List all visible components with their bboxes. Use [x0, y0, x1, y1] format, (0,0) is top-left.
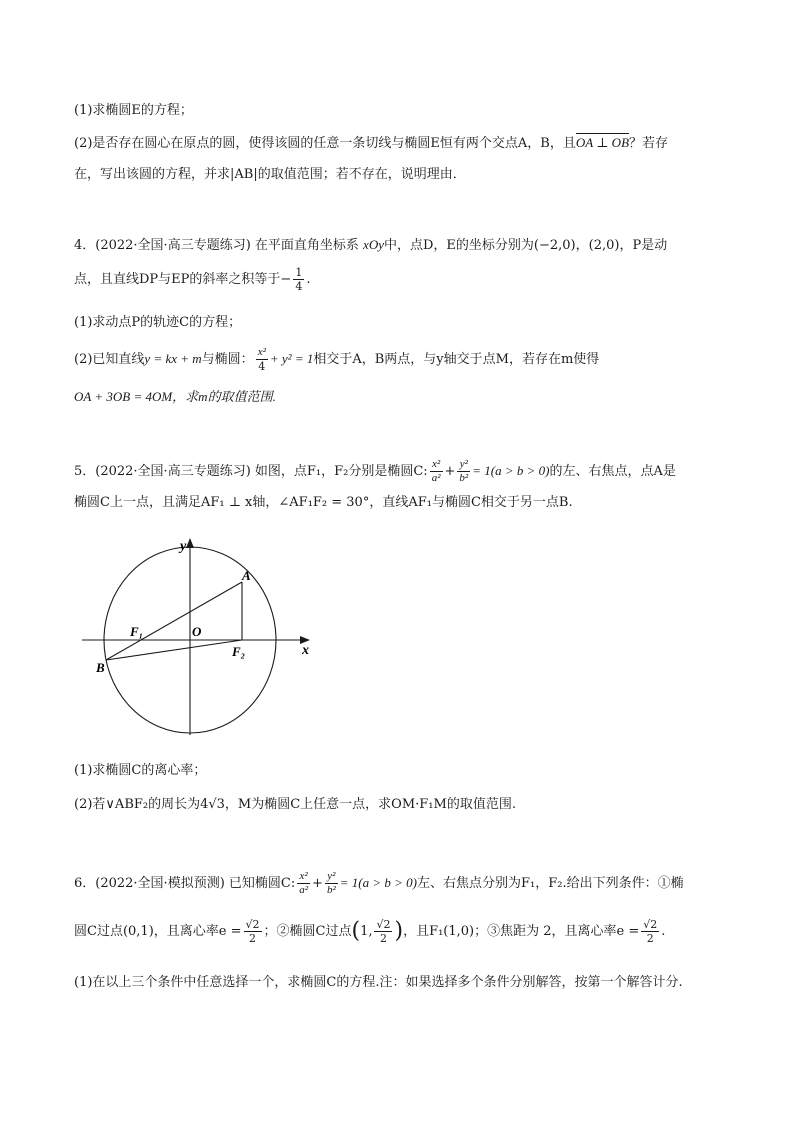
ellipse-figure	[74, 530, 324, 745]
q6-ecc1-den: 2	[249, 932, 256, 945]
q4-part2-mid: 与椭圆：	[201, 352, 254, 367]
q6-point2-num: √2	[376, 918, 391, 931]
q6-part1-text: (1)在以上三个条件中任意选择一个，求椭圆C的方程.注：如果选择多个条件分别解答，按第一个解答计分.	[74, 975, 683, 990]
q4-header-text: 4．(2022·全国·高三专题练习) 在平面直角坐标系	[74, 238, 359, 253]
label-F1: F₁	[130, 624, 144, 639]
q6-line2-d: ，且F₁(1,0)；③焦距为 2，且离心率e =	[403, 924, 640, 939]
q4-line2-end: .	[306, 272, 311, 287]
q5-frac2-num: y²	[457, 458, 470, 472]
q3-part2-line2-text: 在，写出该圆的方程，并求|AB|的取值范围；若不存在，说明理由．	[74, 167, 466, 182]
q6-line2-b: ，且离心率e =	[153, 924, 242, 939]
q4-frac-den: 4	[295, 280, 303, 293]
q6-line2-c: ；②椭圆C过点	[263, 924, 352, 939]
label-A: A	[242, 568, 251, 583]
q3-part2-text: (2)是否存在圆心在原点的圆，使得该圆的任意一条切线与椭圆E恒有两个交点A，B，且	[74, 136, 576, 151]
q5-line2-text: 椭圆C上一点，且满足AF₁ ⊥ x轴，∠AF₁F₂ = 30°，直线AF₁与椭圆C相交于另一点B.	[74, 495, 573, 510]
q3-part2-line1	[74, 134, 668, 153]
q4-ellipse-num: x²	[257, 346, 266, 358]
q5-header: 5．(2022·全国·高三专题练习) 如图，点F₁，F₂分别是椭圆C: $\frac{\text{x²}}{\text{a²}}$ + $\frac{\text{y²}}{\text{b²}}$ = 1(a > b > 0)的左、右焦点，点A是	[74, 458, 676, 484]
q5-part1	[74, 762, 206, 780]
label-y: y	[180, 539, 187, 554]
q5-header-text: 5．(2022·全国·高三专题练习) 如图，点F₁，F₂分别是椭圆C:	[74, 464, 428, 479]
q3-part1-text: (1)求椭圆E的方程；	[74, 103, 193, 118]
q4-fraction	[293, 266, 304, 293]
q3-part2-line2	[74, 166, 466, 184]
q4-line2	[74, 266, 310, 293]
q5-frac1	[430, 458, 443, 485]
q6-point2-den: 2	[379, 932, 387, 945]
q5-header-tail: 的左、右焦点，点A是	[549, 464, 676, 479]
q4-frac-num: 1	[295, 266, 303, 279]
q4-line-eq: y = kx + m	[144, 351, 202, 366]
q6-header-tail: 左、右焦点分别为F₁，F₂.给出下列条件：①椭	[417, 876, 684, 891]
q6-header-text: 6．(2022·全国·模拟预测) 已知椭圆C:	[74, 876, 296, 891]
q5-part2	[74, 796, 516, 814]
q4-header-tail: ，P是动	[619, 238, 668, 253]
q5-frac2-den: b²	[459, 472, 469, 484]
q6-part1	[74, 974, 683, 992]
q6-point2-frac	[374, 918, 392, 945]
q3-part2-tail: ？若存	[629, 136, 669, 151]
label-O: O	[192, 624, 202, 639]
q6-frac1-den: a²	[299, 884, 309, 896]
q6-line2-a: 圆C过点	[74, 924, 123, 939]
label-x: x	[302, 643, 309, 658]
q6-header: 6．(2022·全国·模拟预测) 已知椭圆C: $\frac{\text{x²}}{\text{a²}}$ + $\frac{\text{y²}}{\text{b²}}$ = 1(a > b > 0)左、右焦点分别为F₁，F₂.给出下列条件：①椭	[74, 870, 684, 896]
q4-header-mid: 中，点D，E的坐标分别为	[383, 238, 534, 253]
label-B: B	[96, 660, 105, 675]
q4-part1	[74, 314, 241, 332]
q6-point2-a: 1,	[360, 924, 373, 939]
q6-ecc2	[641, 918, 659, 945]
q5-part1-text: (1)求椭圆C的离心率；	[74, 763, 207, 778]
q4-ellipse-den: 4	[258, 360, 266, 373]
q4-ellipse-frac	[256, 346, 268, 373]
q4-part2-line2-text: OA + 3OB = 4OM，求m的取值范围.	[74, 389, 276, 404]
q4-ellipse-tail: + y² = 1	[269, 351, 314, 366]
q4-coord-e: (2,0)	[588, 238, 620, 253]
q6-frac1	[297, 870, 310, 897]
q4-part2	[74, 346, 599, 373]
q5-frac1-num: x²	[430, 458, 443, 472]
y-axis-arrow	[186, 538, 194, 548]
q4-part2-line2	[74, 388, 276, 407]
q4-coord-d: (−2,0)	[533, 238, 576, 253]
q4-header: 4．(2022·全国·高三专题练习) 在平面直角坐标系 xOy中，点D，E的坐标分别为(−2,0)，(2,0)，P是动	[74, 237, 668, 253]
q6-frac1-num: x²	[297, 870, 310, 884]
q4-coord-system: xOy	[363, 237, 384, 252]
q6-frac2-num: y²	[325, 870, 338, 884]
line-AB	[106, 582, 242, 660]
q4-line2-text: 点，且直线DP与EP的斜率之积等于−	[74, 272, 292, 287]
q6-line2-end: .	[661, 924, 666, 939]
q3-vector-condition: OA ⊥ OB	[575, 135, 630, 150]
q6-ecc2-num: √2	[643, 918, 658, 931]
q5-frac1-den: a²	[431, 472, 441, 484]
q6-ecc1-num: √2	[245, 918, 260, 931]
line-BF2	[106, 640, 242, 660]
label-F2: F₂	[232, 644, 246, 659]
q4-part2-text: (2)已知直线	[74, 352, 145, 367]
q5-frac2	[457, 458, 470, 485]
q6-ecc1	[244, 918, 262, 945]
q5-part2-text: (2)若∨ABF₂的周长为4√3，M为椭圆C上任意一点，求OM·F₁M的取值范围.	[74, 797, 516, 812]
q6-frac2	[325, 870, 338, 897]
q6-frac2-den: b²	[326, 884, 336, 896]
q6-paren-close: )	[394, 918, 404, 944]
q4-part1-text: (1)求动点P的轨迹C的方程；	[74, 315, 242, 330]
q6-eq-tail: = 1(a > b > 0)	[339, 875, 417, 890]
q6-paren-open: (	[351, 918, 361, 944]
q3-part1	[74, 102, 193, 120]
q5-eq-tail: = 1(a > b > 0)	[472, 463, 550, 478]
q6-ecc2-den: 2	[646, 932, 654, 945]
q6-point1: (0,1)	[122, 924, 154, 939]
q6-line2	[74, 918, 665, 945]
q4-part2-tail: 相交于A，B两点，与y轴交于点M，若存在m使得	[313, 352, 600, 367]
q5-line2	[74, 494, 573, 512]
